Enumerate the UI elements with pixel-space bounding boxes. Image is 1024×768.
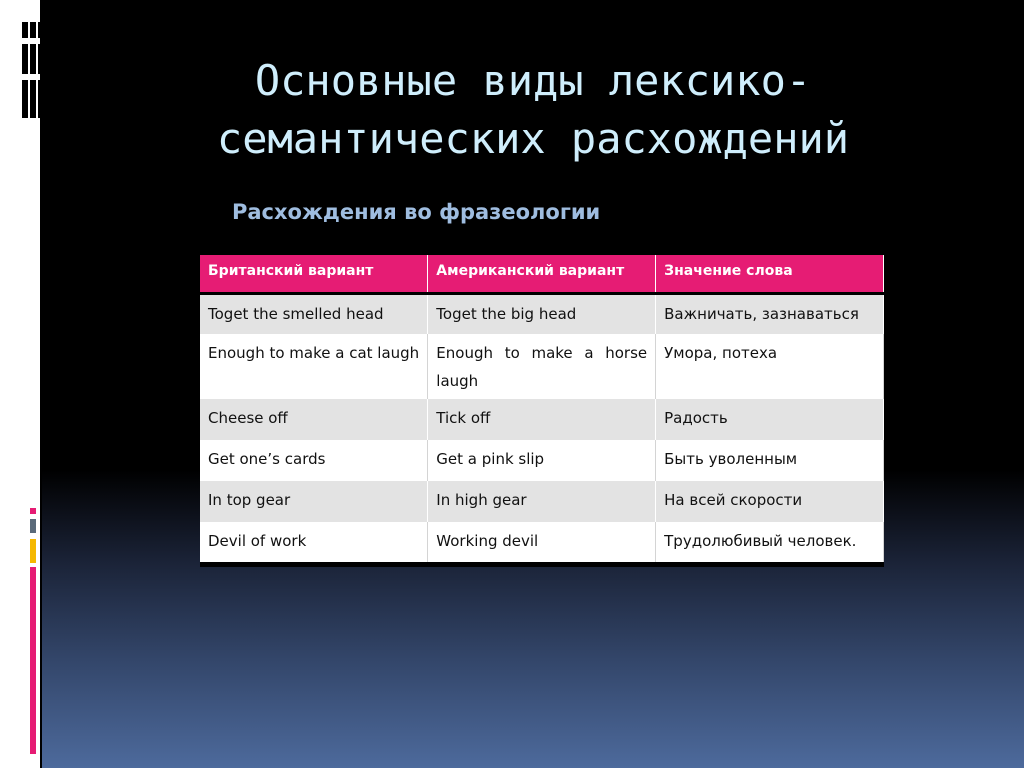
- header-meaning: Значение слова: [656, 255, 884, 293]
- cell-british: Get one’s cards: [200, 440, 428, 481]
- cell-british: In top gear: [200, 481, 428, 522]
- cell-british: Toget the smelled head: [200, 293, 428, 334]
- cell-british: Devil of work: [200, 522, 428, 563]
- window-grid-icon: [22, 22, 40, 118]
- header-american: Американский вариант: [428, 255, 656, 293]
- cell-meaning: Важничать, зазнаваться: [656, 293, 884, 334]
- cell-american: Working devil: [428, 522, 656, 563]
- cell-british: Enough to make a cat laugh: [200, 334, 428, 399]
- header-british: Британский вариант: [200, 255, 428, 293]
- table-row: [200, 334, 884, 399]
- table-row: [200, 522, 884, 563]
- table-header-row: [200, 255, 884, 293]
- phraseology-table: [200, 255, 884, 565]
- table-row: [200, 440, 884, 481]
- accent-gray: [30, 519, 36, 533]
- cell-meaning: Трудолюбивый человек.: [656, 522, 884, 563]
- title-line-2: семантических расхождений: [216, 114, 850, 163]
- cell-american: Tick off: [428, 399, 656, 440]
- cell-american: In high gear: [428, 481, 656, 522]
- slide-title: [42, 52, 1024, 168]
- table-row: [200, 399, 884, 440]
- cell-american: Toget the big head: [428, 293, 656, 334]
- title-line-1: Основные виды лексико-: [254, 56, 812, 105]
- accent-pink-long: [30, 567, 36, 754]
- accent-yellow: [30, 539, 36, 563]
- cell-american: Enough to make a horse laugh: [428, 334, 656, 399]
- cell-meaning: Быть уволенным: [656, 440, 884, 481]
- cell-meaning: Умора, потеха: [656, 334, 884, 399]
- accent-pink-small: [30, 508, 36, 514]
- table-row: [200, 481, 884, 522]
- cell-american: Get a pink slip: [428, 440, 656, 481]
- table-row: [200, 293, 884, 334]
- cell-meaning: Радость: [656, 399, 884, 440]
- cell-british: Cheese off: [200, 399, 428, 440]
- cell-meaning: На всей скорости: [656, 481, 884, 522]
- slide-subtitle: Расхождения во фразеологии: [232, 200, 601, 224]
